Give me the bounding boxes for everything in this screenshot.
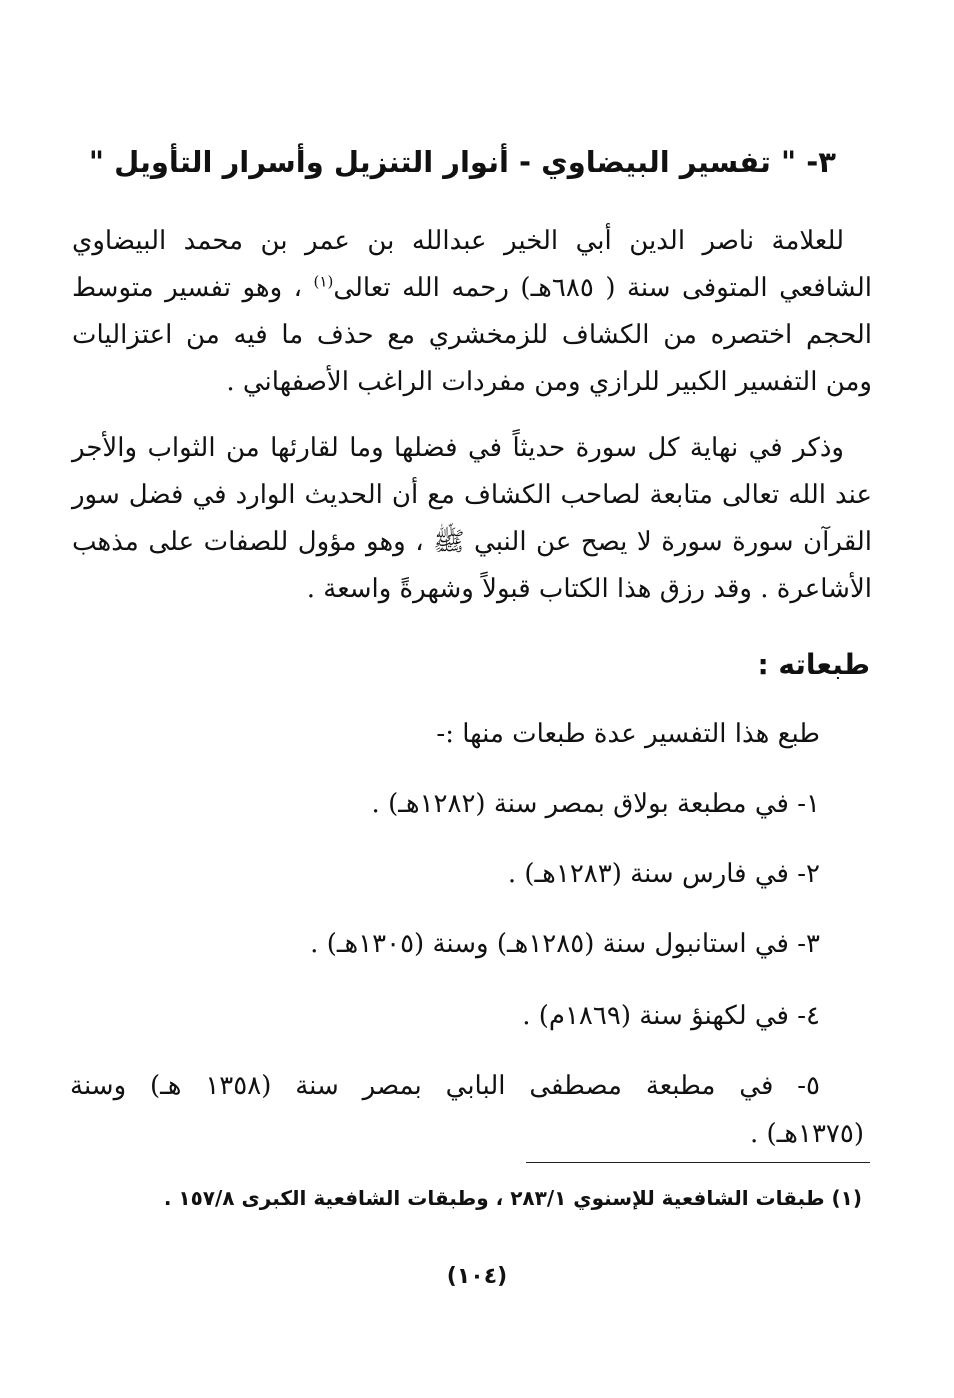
edition-item-2: ٢- في فارس سنة (١٢٨٣هـ) .: [507, 859, 820, 889]
footnote-marker[interactable]: (١): [313, 272, 334, 291]
edition-item-1: ١- في مطبعة بولاق بمصر سنة (١٢٨٢هـ) .: [371, 789, 820, 819]
paragraph-author-description: [72, 218, 872, 406]
paragraph-remarks: [72, 425, 872, 613]
footnote-divider: [526, 1162, 870, 1163]
paragraph-text: وذكر في نهاية كل سورة حديثاً في فضلها وما لقارئها من الثواب والأجر عند الله تعالى متابعة لصاحب الكشاف مع أن الحديث الوارد في فضل سور القرآن سورة سورة لا يصح عن النبي ﷺ ، وهو مؤول للصفات على مذهب الأشاعرة . وقد رزق هذا الكتاب قبولاً وشهرةً واسعة .: [72, 433, 872, 604]
edition-item-5-line2: (١٣٧٥هـ) .: [749, 1119, 864, 1149]
paragraph-text-part1: للعلامة ناصر الدين أبي الخير عبدالله بن عمر بن محمد البيضاوي الشافعي المتوفى سنة ( ٦٨٥هـ) رحمه الله تعالى: [72, 226, 872, 303]
page-number: (١٠٤): [446, 1264, 508, 1289]
edition-item-3: ٣- في استانبول سنة (١٢٨٥هـ) وسنة (١٣٠٥هـ) .: [310, 929, 820, 959]
section-heading: ٣- " تفسير البيضاوي - أنوار التنزيل وأسرار التأويل ": [88, 145, 836, 179]
editions-title: طبعاته :: [757, 648, 870, 681]
editions-intro: طبع هذا التفسير عدة طبعات منها :-: [436, 719, 820, 749]
paragraph-text-part2: ، وهو تفسير متوسط الحجم اختصره من الكشاف للزمخشري مع حذف ما فيه من اعتزاليات ومن التفسير الكبير للرازي ومن مفردات الراغب الأصفهاني .: [72, 273, 872, 397]
footnote: (١) طبقات الشافعية للإسنوي ٢٨٣/١ ، وطبقات الشافعية الكبرى ١٥٧/٨ .: [163, 1186, 862, 1210]
edition-item-5-line1: ٥- في مطبعة مصطفى البابي بمصر سنة (١٣٥٨ هـ) وسنة: [70, 1071, 820, 1101]
edition-item-4: ٤- في لكهنؤ سنة (١٨٦٩م) .: [522, 1001, 820, 1031]
